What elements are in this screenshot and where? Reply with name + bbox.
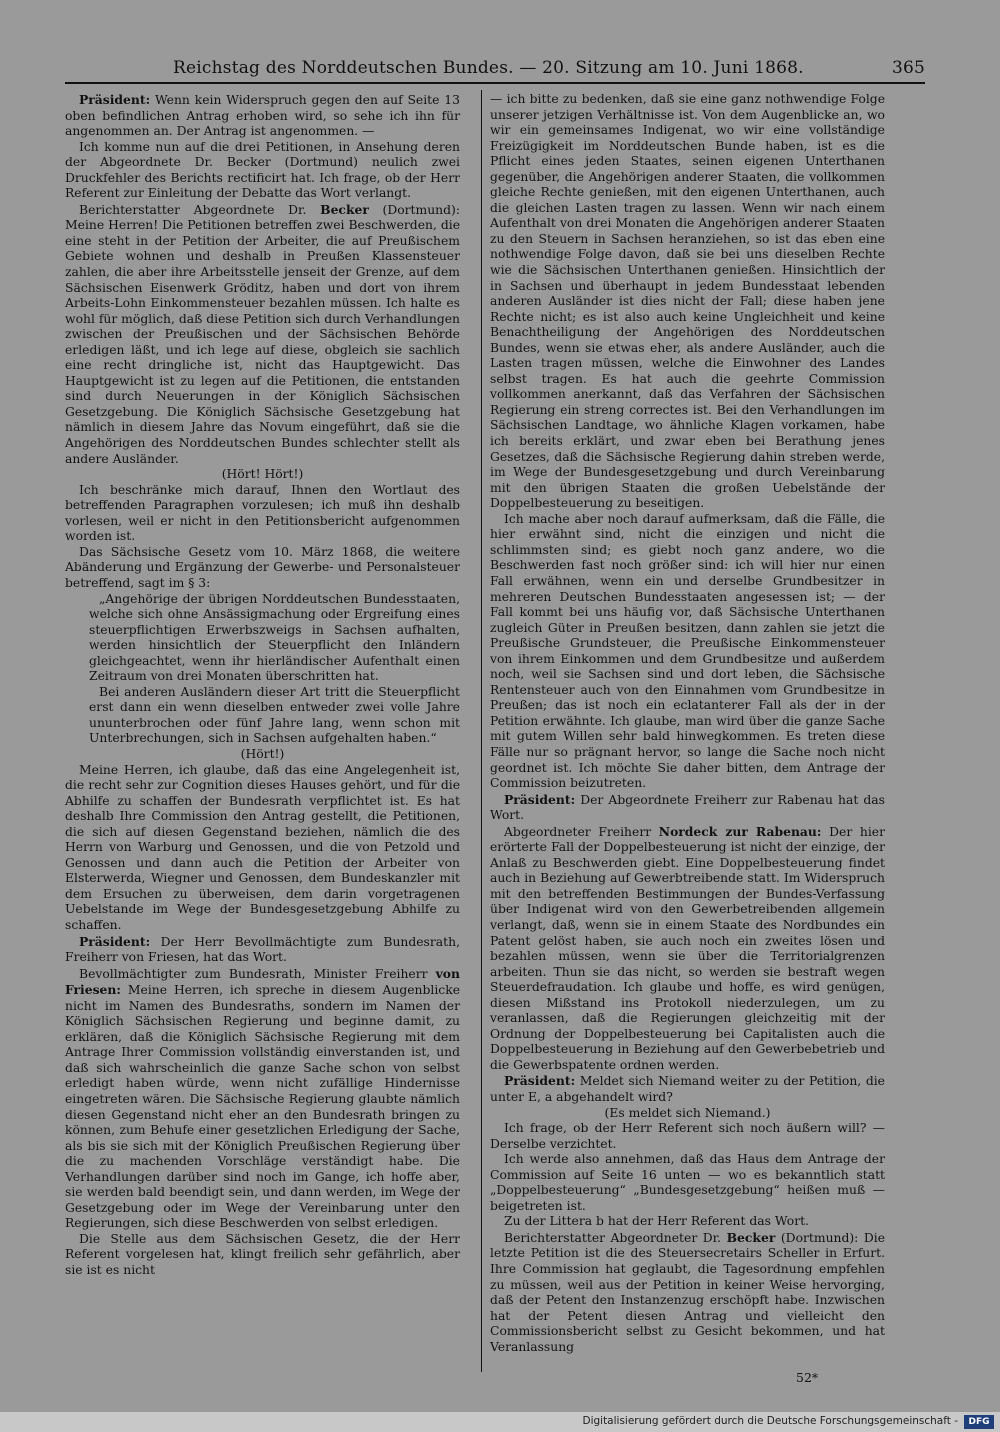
paragraph-text: Ich mache aber noch darauf aufmerksam, daß die Fälle, die hier erwähnt sind, nicht die einzigen und nicht die schlimmsten sind; es giebt noch ganz andere, wo die Beschwerden fast noch größer sind: ich will hier nur einen Fall erwähnen, wenn ein und derselbe Grundbesitzer in mehreren Deutschen Bundesstaaten angesessen ist; — der Fall kommt bei uns häufig vor, daß Sächsische Unterthanen zugleich Güter in Preußen besitzen, dann zahlen sie jetzt die Preußische Grundsteuer, die Preußische Einkommensteuer von ihrem Einkommen und dem Grundbesitze und außerdem noch, weil sie Sachsen sind und dort leben, die Sächsische Rentensteuer auch von den Einnahmen vom Grundbesitze in Preußen; das ist noch ein eclatanterer Fall als der in der Petition erwähnte. Ich glaube, man wird über die ganze Sache mit gutem Willen sehr bald hinwegkommen. Es treten diese Fälle nur so prägnant hervor, so lange die Sache noch nicht geordnet ist. Ich möchte Sie daher bitten, dem Antrage der Commission beizutreten.	[490, 511, 885, 791]
paragraph	[65, 934, 460, 966]
speaker-intro: Berichterstatter Abgeordnete Dr.	[79, 202, 321, 217]
paragraph-text: Die Stelle aus dem Sächsischen Gesetz, die der Herr Referent vorgelesen hat, klingt freilich sehr gefährlich, aber sie ist es nicht	[65, 1231, 460, 1278]
speaker-name: Präsident:	[504, 791, 576, 807]
running-header	[65, 58, 925, 82]
speaker-name: Nordeck zur Rabenau:	[658, 823, 822, 839]
sheet-signature: 52*	[796, 1370, 819, 1385]
paragraph-text: (Dortmund): Die letzte Petition ist die des Steuersecretairs Scheller in Erfurt. Ihre Commission hat geglaubt, die Tagesordnung empfehlen zu müssen, weil aus der Petition in keiner Weise hervorging, daß der Petent den Instanzenzug erschöpft habe. Inzwischen hat der Petent diesen Antrag und vielleicht den Commissionsbericht selbst zu Gesicht bekommen, und hat Veranlassung	[490, 1230, 886, 1354]
speaker-name: von Friesen:	[65, 965, 460, 998]
speaker-name: Präsident:	[504, 1073, 576, 1089]
paragraph-text: Meldet sich Niemand weiter zu der Petition, die unter E, a abgehandelt wird?	[490, 1074, 885, 1104]
paragraph	[490, 792, 885, 824]
paragraph-text: (Hört!)	[240, 746, 285, 761]
paragraph	[65, 202, 460, 467]
paragraph	[490, 1230, 885, 1355]
footer-bar	[0, 1412, 1000, 1432]
paragraph-text: „Angehörige der übrigen Norddeutschen Bundesstaaten, welche sich ohne Ansässigmachung oder Ergreifung eines steuerpflichtigen Erwerbszweigs in Sachsen aufhalten, werden hinsichtlich der Steuerpflicht den Inländern gleichgeachtet, wenn ihr hierländischer Aufenthalt einen Zeitraum von drei Monaten überschritten hat.	[89, 591, 460, 684]
page-number: 365	[891, 58, 925, 78]
paragraph	[490, 824, 885, 1074]
speaker-name: Präsident:	[79, 933, 151, 949]
paragraph-text: Ich werde also annehmen, daß das Haus dem Antrage der Commission auf Seite 16 unten — wo es bekanntlich statt „Doppelbesteuerung“ „Bundesgesetzgebung“ heißen muß — beigetreten ist.	[490, 1152, 885, 1213]
speaker-intro: Abgeordneter Freiherr	[504, 824, 659, 839]
quoted-paragraph	[89, 592, 460, 685]
header-rule	[65, 82, 925, 84]
paragraph-text: Ich frage, ob der Herr Referent sich noch äußern will? — Derselbe verzichtet.	[490, 1121, 885, 1151]
paragraph	[65, 545, 460, 592]
funding-credit: Digitalisierung gefördert durch die Deutsche Forschungsgemeinschaft -	[582, 1415, 958, 1427]
paragraph-text: — ich bitte zu bedenken, daß sie eine ganz nothwendige Folge unserer jetzigen Verhältnisse ist. Von dem Augenblicke an, wo wir ein gemeinsames Indigenat, wo wir eine vollständige Freizügigkeit im Norddeutschen Bunde haben, ist es die Pflicht eines jeden Staates, seinen eigenen Unterthanen gegenüber, die Angehörigen anderer Staaten, die vollkommen gleiche Rechte genießen, mit den eigenen Unterthanen, auch die gleichen Lasten tragen zu lassen. Wenn wir nach einem Aufenthalt von drei Monaten die Angehörigen anderer Staaten zu den Steuern in Sachsen heranziehen, so ist das eben eine nothwendige Folge davon, daß sie bei uns dieselben Rechte wie die Sächsischen Unterthanen genießen. Hinsichtlich der in Sachsen und überhaupt in jedem Bundesstaat lebenden anderen Ausländer ist dies nicht der Fall; diese haben jene Rechte nicht; es ist also auch keine Ungleichheit und keine Benachtheiligung der Angehörigen des Norddeutschen Bundes, wenn sie etwas eher, als andere Ausländer, auch die Lasten tragen müssen, welche die Einwohner des Landes selbst tragen. Es hat auch die geehrte Commission vollkommen anerkannt, daß das Verfahren der Sächsischen Regierung ein streng correctes ist. Bei den Verhandlungen im Sächsischen Landtage, wo ähnliche Klagen vorkamen, habe ich bereits erklärt, und zwar eben bei Berathung jenes Gesetzes, daß die Sächsische Regierung dahin streben werde, im Wege der Bundesgesetzgebung und durch Vereinbarung mit den übrigen Staaten die großen Uebelstände der Doppelbesteuerung zu beseitigen.	[490, 92, 885, 511]
interjection	[490, 1106, 885, 1122]
paragraph	[490, 1073, 885, 1105]
speaker-name: Becker	[320, 201, 369, 217]
interjection	[65, 747, 460, 763]
paragraph-text: Der Abgeordnete Freiherr zur Rabenau hat das Wort.	[490, 792, 885, 823]
dfg-logo: DFG	[964, 1415, 994, 1429]
paragraph-text: Meine Herren, ich glaube, daß das eine Angelegenheit ist, die recht sehr zur Cognition dieses Hauses gehört, und für die Abhilfe zu schaffen der Bundesrath verpflichtet ist. Es hat deshalb Ihre Commission den Antrag gestellt, die Petitionen, die sich auf diesen Gegenstand beziehen, nämlich die des Herrn von Warburg und Genossen, und die von Petzold und Genossen und dann auch die Petition der Arbeiter von Elsterwerda, Wiegner und Genossen, dem Bundeskanzler mit dem Ersuchen zu überweisen, dem darin vorgetragenen Uebelstande im Wege der Bundesgesetzgebung Abhilfe zu schaffen.	[65, 762, 460, 932]
paragraph-text: Der hier erörterte Fall der Doppelbesteuerung ist nicht der einzige, der Anlaß zu Beschwerden giebt. Eine Doppelbesteuerung findet auch in Beziehung auf Gewerbtreibende statt. Im Widerspruch mit den betreffenden Bestimmungen der Bundes-Verfassung über Indigenat wird von den Gewerbetreibenden allgemein verlangt, daß, wenn sie in einem Staate des Nordbundes ein Patent gelöst haben, sie auch noch ein zweites lösen und bezahlen müssen, wenn sie über die Territorialgrenzen arbeiten. Thun sie das nicht, so werden sie bestraft wegen Steuerdefraudation. Ich glaube und hoffe, es wird genügen, diesen Mißstand ins Protokoll niederzulegen, um zu veranlassen, daß die Regierungen gleichzeitig mit der Ordnung der Doppelbesteuerung bei Capitalisten auch die Doppelbesteuerung in Beziehung auf den Gewerbebetrieb und die Gewerbspatente ordnen werden.	[490, 824, 885, 1072]
paragraph-text: Ich komme nun auf die drei Petitionen, in Ansehung deren der Abgeordnete Dr. Becker (Dortmund) neulich zwei Druckfehler des Berichts rectificirt hat. Ich frage, ob der Herr Referent zur Einleitung der Debatte das Wort verlangt.	[65, 139, 460, 201]
paragraph	[65, 966, 460, 1232]
paragraph-text: Zu der Littera b hat der Herr Referent das Wort.	[504, 1214, 809, 1229]
header-title: Reichstag des Norddeutschen Bundes. — 20. Sitzung am 10. Juni 1868.	[173, 58, 804, 78]
paragraph-text: (Hört! Hört!)	[221, 467, 304, 482]
paragraph-text: (Dortmund): Meine Herren! Die Petitionen betreffen zwei Beschwerden, die eine steht in der Petition der Arbeiter, die auf Preußischem Gebiete wohnen und deshalb in Preußen Klassensteuer zahlen, die aber ihre Arbeitsstelle jenseit der Grenze, auf dem Sächsischen Eisenwerk Gröditz, haben und dort von ihrem Arbeits-Lohn Einkommensteuer bezahlen müssen. Ich halte es wohl für möglich, daß diese Petition sich durch Verhandlungen zwischen der Preußischen und der Sächsischen Behörde erledigen läßt, und ich lege auf diese, obgleich sie sachlich eine recht dringliche ist, nicht das Hauptgewicht. Das Hauptgewicht ist zu legen auf die Petitionen, die entstanden sind durch Neuerungen in der Königlich Sächsischen Gesetzgebung. Die Königlich Sächsische Gesetzgebung hat nämlich in diesem Jahre das Novum eingeführt, daß sie die Angehörigen des Norddeutschen Bundes schlechter stellt als andere Ausländer.	[65, 202, 460, 466]
paragraph-text: Der Herr Bevollmächtigte zum Bundesrath, Freiherr von Friesen, hat das Wort.	[65, 934, 460, 965]
paragraph	[65, 763, 460, 934]
paragraph-text: Das Sächsische Gesetz vom 10. März 1868, die weitere Abänderung und Ergänzung der Gewerbe- und Personalsteuer betreffend, sagt im § 3:	[65, 544, 460, 590]
speaker-intro: Berichterstatter Abgeordneter Dr.	[504, 1230, 727, 1245]
interjection	[65, 467, 460, 483]
paragraph	[490, 1121, 885, 1152]
column-divider	[481, 90, 482, 1372]
paragraph	[490, 1214, 885, 1230]
paragraph	[490, 1152, 885, 1214]
paragraph-text: (Es meldet sich Niemand.)	[604, 1105, 771, 1120]
left-column	[65, 92, 460, 1279]
paragraph	[65, 92, 460, 140]
right-column	[490, 92, 885, 1355]
paragraph	[65, 483, 460, 545]
paragraph	[65, 1232, 460, 1279]
paragraph	[490, 92, 885, 512]
speaker-name: Präsident:	[79, 92, 151, 107]
speaker-name: Becker	[726, 1229, 776, 1245]
speaker-intro: Bevollmächtigter zum Bundesrath, Minister Freiherr	[79, 966, 436, 981]
paragraph-text: Bei anderen Ausländern dieser Art tritt die Steuerpflicht erst dann ein wenn dieselben entweder zwei volle Jahre ununterbrochen oder fünf Jahre lang, wenn schon mit Unterbrechungen, sich in Sachsen aufgehalten haben.“	[89, 684, 460, 746]
quoted-paragraph	[89, 685, 460, 747]
paragraph-text: Ich beschränke mich darauf, Ihnen den Wortlaut des betreffenden Paragraphen vorzulesen; ich muß ihn deshalb vorlesen, weil er nicht in den Petitionsbericht aufgenommen worden ist.	[65, 482, 460, 544]
paragraph-text: Meine Herren, ich spreche in diesem Augenblicke nicht im Namen des Bundesraths, sondern im Namen der Königlich Sächsischen Regierung und beginne damit, zu erklären, daß die Königlich Sächsische Regierung mit dem Antrage Ihrer Commission vollständig einverstanden ist, und daß sich wahrscheinlich die ganze Sache schon von selbst erledigt haben würde, wenn nicht zufällige Hindernisse eingetreten wären. Die Sächsische Regierung glaubte nämlich diesen Gegenstand nicht eher an den Bundesrath bringen zu können, zum Behufe einer gesetzlichen Erledigung der Sache, als bis sie sich mit der Königlich Preußischen Regierung über die zu machenden Vorschläge verständigt habe. Die Verhandlungen darüber sind noch im Gange, ich hoffe aber, sie werden bald beendigt sein, und dann werden, im Wege der Gesetzgebung oder im Wege der Vereinbarung unter den Regierungen, sich diese Beschwerden von selbst erledigen.	[65, 983, 460, 1231]
paragraph-text: Wenn kein Widerspruch gegen den auf Seite 13 oben befindlichen Antrag erhoben wird, so sehe ich ihn für angenommen an. Der Antrag ist angenommen. —	[65, 93, 460, 139]
paragraph	[490, 512, 885, 792]
paragraph	[65, 140, 460, 202]
